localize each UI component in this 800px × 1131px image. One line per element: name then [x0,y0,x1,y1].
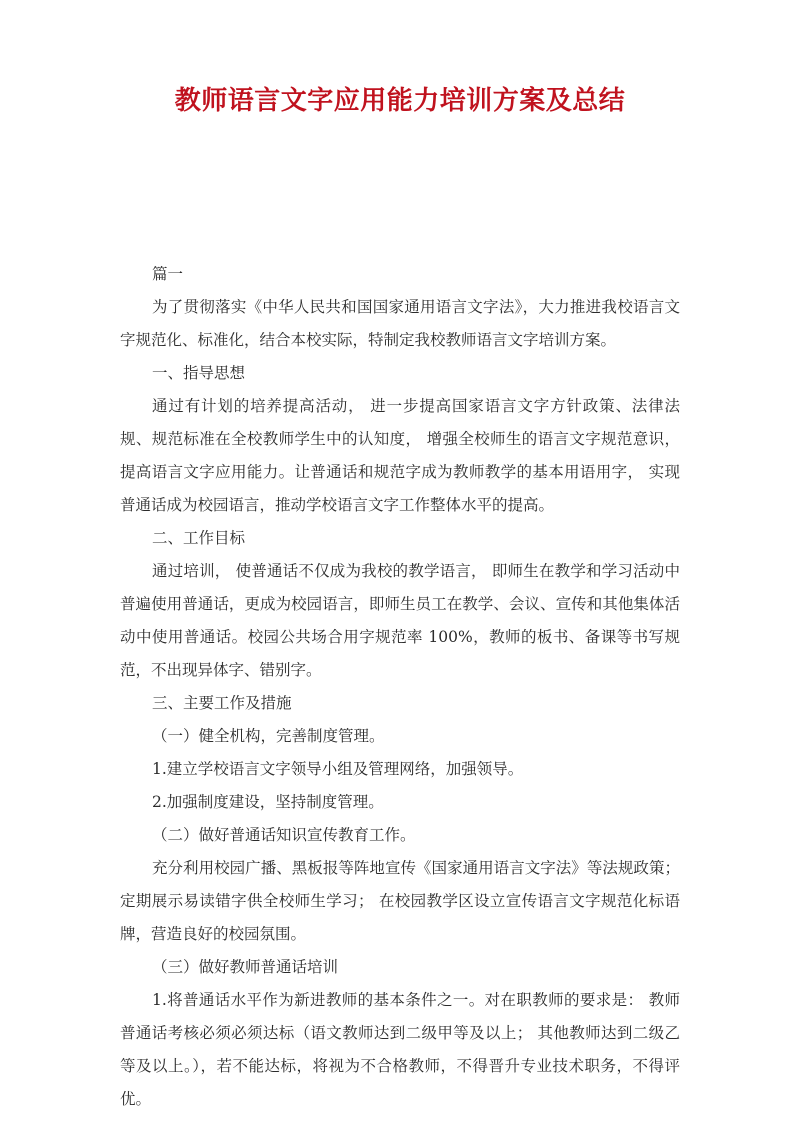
subheading-publicity: （二）做好普通话知识宣传教育工作。 [152,826,416,844]
section-label: 篇一 [152,265,184,283]
list-item: 1.建立学校语言文字领导小组及管理网络，加强领导。 [152,760,524,778]
subheading-teacher-training: （三）做好教师普通话培训 [152,958,339,976]
list-item: 2.加强制度建设，坚持制度管理。 [152,793,384,811]
intro-paragraph: 为了贯彻落实《中华人民共和国国家通用语言文字法》，大力推进我校语言文字规范化、标准化，结合本校实际，特制定我校教师语言文字培训方案。 [120,298,680,349]
document-body [120,258,680,1116]
document-title: 教师语言文字应用能力培训方案及总结 [174,86,626,116]
list-item: 1.将普通话水平作为新进教师的基本条件之一。对在职教师的要求是： 教师普通话考核必须必须达标（语文教师达到二级甲等及以上； 其他教师达到二级乙等及以上。），若不能达标，将视为不合格教师，不得晋升专业技术职务，不得评优。 [120,991,680,1108]
publicity-paragraph: 充分利用校园广播、黑板报等阵地宣传《国家通用语言文字法》等法规政策；定期展示易读错字供全校师生学习； 在校园教学区设立宣传语言文字规范化标语牌，营造良好的校园氛围。 [120,859,680,943]
heading-main-measures: 三、主要工作及措施 [152,694,292,712]
work-goals-paragraph: 通过培训， 使普通话不仅成为我校的教学语言， 即师生在教学和学习活动中普遍使用普通话，更成为校园语言，即师生员工在教学、会议、宣传和其他集体活动中使用普通话。校园公共场合用字规范率 100%，教师的板书、备课等书写规范，不出现异体字、错别字。 [120,562,680,679]
subheading-organization: （一）健全机构，完善制度管理。 [152,727,385,745]
heading-work-goals: 二、工作目标 [152,529,246,547]
guiding-ideology-paragraph: 通过有计划的培养提高活动， 进一步提高国家语言文字方针政策、法律法规、规范标准在全校教师学生中的认知度， 增强全校师生的语言文字规范意识， 提高语言文字应用能力。让普通话和规范字成为教师教学的基本用语用字， 实现普通话成为校园语言，推动学校语言文字工作整体水平的提高。 [120,397,680,514]
heading-guiding-ideology: 一、指导思想 [152,364,246,382]
